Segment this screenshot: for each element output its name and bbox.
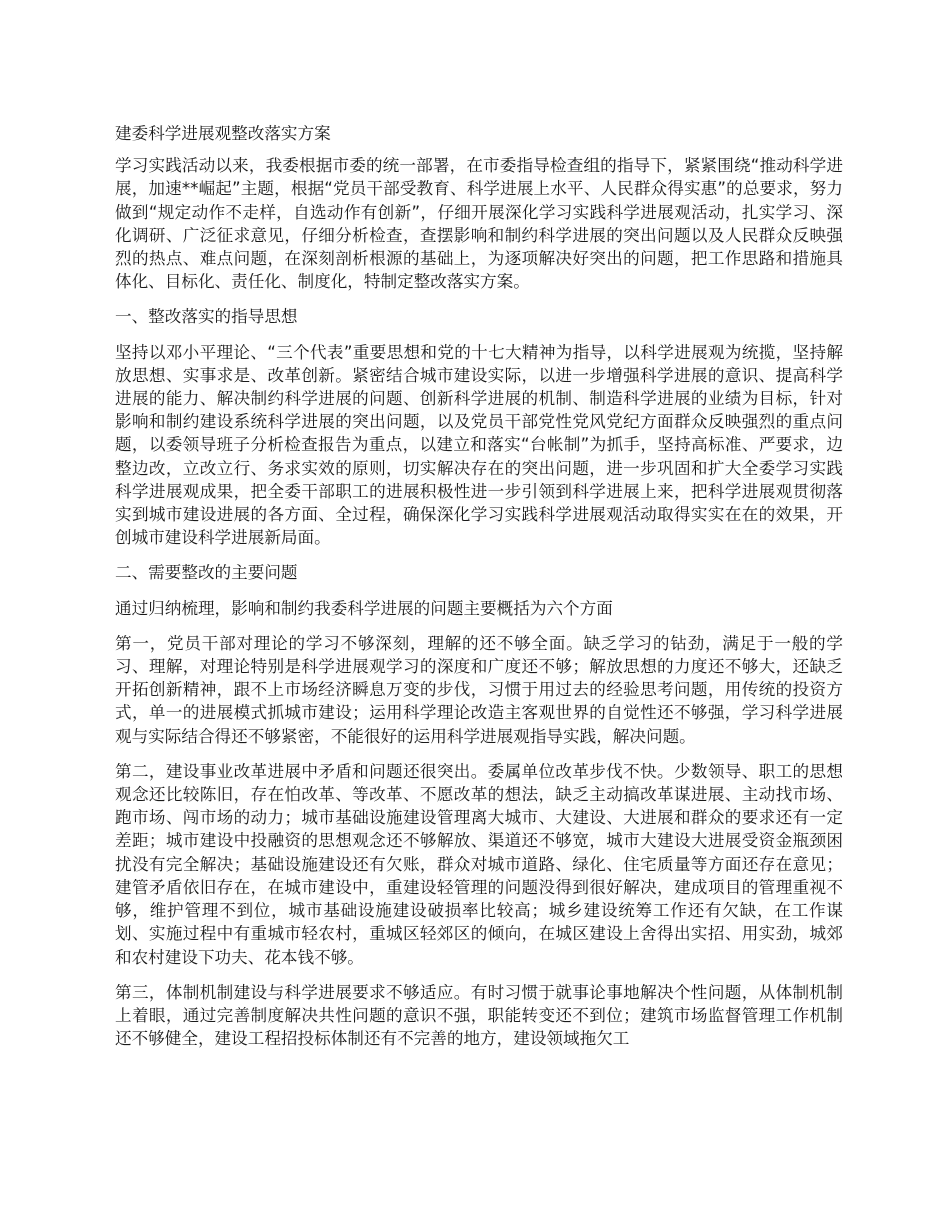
document-title: 建委科学进展观整改落实方案 [115,124,331,143]
document-page [115,122,843,1062]
problem-paragraph-3: 第三，体制机制建设与科学进展要求不够适应。有时习惯于就事论事地解决个性问题，从体制机制上着眼，通过完善制度解决共性问题的意识不强，职能转变还不到位；建筑市场监督管理工作机制还不够健全，建设工程招投标体制还有不完善的地方，建设领域拖欠工 [115,982,843,1049]
intro-paragraph: 学习实践活动以来，我委根据市委的统一部署，在市委指导检查组的指导下，紧紧围绕“推动科学进展，加速**崛起”主题，根据“党员干部受教育、科学进展上水平、人民群众得实惠”的总要求，努力做到“规定动作不走样，自选动作有创新”，仔细开展深化学习实践科学进展观活动，扎实学习、深化调研、广泛征求意见，仔细分析检查，查摆影响和制约科学进展的突出问题以及人民群众反映强烈的热点、难点问题，在深刻剖析根源的基础上，为逐项解决好突出的问题，把工作思路和措施具体化、目标化、责任化、制度化，特制定整改落实方案。 [115,156,843,292]
problem-paragraph-2: 第二，建设事业改革进展中矛盾和问题还很突出。委属单位改革步伐不快。少数领导、职工的思想观念还比较陈旧，存在怕改革、等改革、不愿改革的想法，缺乏主动搞改革谋进展、主动找市场、跑市场、闯市场的动力；城市基础设施建设管理离大城市、大建设、大进展和群众的要求还有一定差距；城市建设中投融资的思想观念还不够解放、渠道还不够宽，城市大建设大进展受资金瓶颈困扰没有完全解决；基础设施建设还有欠账，群众对城市道路、绿化、住宅质量等方面还存在意见；建管矛盾依旧存在，在城市建设中，重建设轻管理的问题没得到很好解决，建成项目的管理重视不够，维护管理不到位，城市基础设施建设破损率比较高；城乡建设统筹工作还有欠缺，在工作谋划、实施过程中有重城市轻农村，重城区轻郊区的倾向，在城区建设上舍得出实招、用实劲，城郊和农村建设下功夫、花本钱不够。 [115,761,843,967]
problem-paragraph-1: 第一，党员干部对理论的学习不够深刻，理解的还不够全面。缺乏学习的钻劲，满足于一般的学习、理解，对理论特别是科学进展观学习的深度和广度还不够；解放思想的力度还不够大，还缺乏开拓创新精神，跟不上市场经济瞬息万变的步伐，习惯于用过去的经验思考问题，用传统的投资方式，单一的进展模式抓城市建设；运用科学理论改造主客观世界的自觉性还不够强，学习科学进展观与实际结合得还不够紧密，不能很好的运用科学进展观指导实践，解决问题。 [115,633,843,746]
document-body [115,154,843,1050]
section-heading-main-problems: 二、需要整改的主要问题 [115,563,298,583]
section-heading-guiding-thought: 一、整改落实的指导思想 [115,307,298,327]
guiding-thought-paragraph: 坚持以邓小平理论、“三个代表”重要思想和党的十七大精神为指导，以科学进展观为统揽，坚持解放思想、实事求是、改革创新。紧密结合城市建设实际，以进一步增强科学进展的意识、提高科学进展的能力、解决制约科学进展的问题、创新科学进展的机制、制造科学进展的业绩为目标，针对影响和制约建设系统科学进展的突出问题，以及党员干部党性党风党纪方面群众反映强烈的重点问题，以委领导班子分析检查报告为重点，以建立和落实“台帐制”为抓手，坚持高标准、严要求，边整边改，立改立行、务求实效的原则，切实解决存在的突出问题，进一步巩固和扩大全委学习实践科学进展观成果，把全委干部职工的进展积极性进一步引领到科学进展上来，把科学进展观贯彻落实到城市建设进展的各方面、全过程，确保深化学习实践科学进展观活动取得实实在在的效果，开创城市建设科学进展新局面。 [115,342,843,548]
problems-summary-line: 通过归纳梳理，影响和制约我委科学进展的问题主要概括为六个方面 [115,598,613,618]
